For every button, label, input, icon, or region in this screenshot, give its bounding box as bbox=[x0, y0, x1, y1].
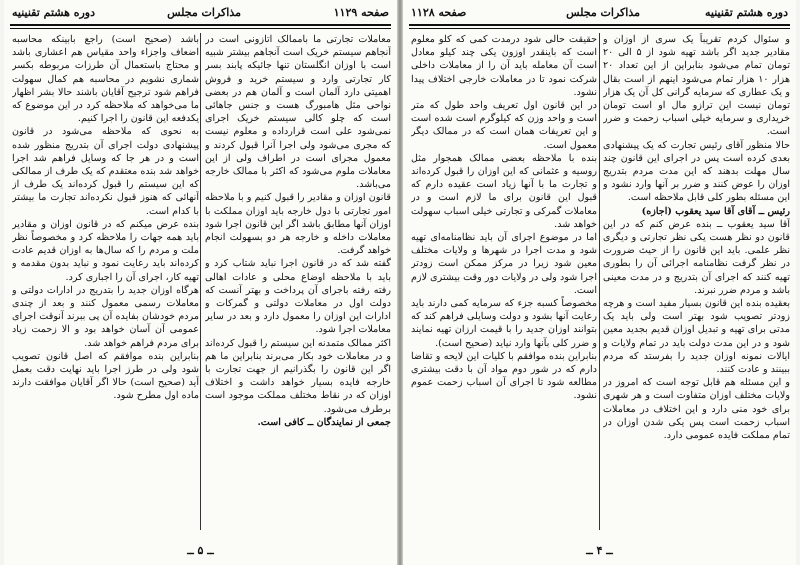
right-page-number-label: صفحه ۱۱۲۸ bbox=[411, 6, 467, 19]
header-rule-thin bbox=[409, 28, 790, 29]
header-rule bbox=[409, 24, 790, 26]
left-page-column-right bbox=[205, 33, 391, 530]
left-page-session: دوره هشتم تقنینیه bbox=[12, 6, 95, 19]
paragraph: قانون اوزان و مقادیر را قبول کنیم و با ملاحظه امور تجارتی با دول خارجه باید اوزان مملکت با اوزان آنها مطابق باشد اگر این قانون اجرا شود معاملات داخله و خارجه هر دو بسهولت انجام خواهد گرفت. bbox=[205, 192, 391, 257]
paragraph: اکثر ممالک متمدنه این سیستم را قبول کرده‌اند و در معاملات خود بکار می‌برند بنابراین ما هم اگر این قانون را بگذرانیم از جهت تجارت با خارجه فایده بسیار خواهد داشت و اختلاف اوزان که در نقاط مختلف مملکت موجود است برطرف می‌شود. bbox=[205, 337, 391, 415]
paragraph: بنده عرض میکنم که در قانون اوزان و مقادیر باید همه جهات را ملاحظه کرد و مخصوصاً نظر ملت و مردم را که سال‌ها به اوزان قدیم عادت کرده‌اند باید رعایت نمود و نباید بدون مقدمه و تهیه کار، اجرای آن را اجباری کرد. bbox=[12, 218, 199, 283]
paragraph: و سئوال کردم تقریباً یک سری از اوزان و مقادیر جدید اگر باشد تهیه شود از ۵ الی ۲۰ تومان تمام می‌شود بنابراین از این تعداد ۲۰ هزار ۱۰ هزار تمام می‌شود اینهم از است بقال و یک عطاری که سرمایه گرانی کل آن یک هزار تومان نیست این ترازو مال او است تومان خریداری و سرمایه خیلی اسباب زحمت و ضرر است. bbox=[603, 34, 790, 138]
left-page bbox=[4, 0, 397, 565]
paragraph: به‌ نحوی که ملاحظه می‌شود در قانون پیشنهادی دولت اجرای آن بتدریج منظور شده است و در هر جا که وسایل فراهم شد اجرا خواهد شد بنده معتقدم که یک طرف از ممالکی که این سیستم را قبول کرده‌اند یک طرف از آنهائی که هنوز قبول نکرده‌اند تجارت ما بیشتر با کدام است. bbox=[12, 126, 199, 217]
paragraph: باشد (صحیح است) راجع بابینکه محاسبه اضعاف واجزاء واحد مقیاس هم اعشاری باشد و محتاج باستعمال آن طرزات مربوطه بکسر شماری نشویم در محاسبه هم کمال سهولت فراهم شود ترجیح آقایان باشند حالا بشر اظهار ما می‌خواهد که ملاحظه کرد در این موضوع که یکدفعه این قانون را اجرا کنیم. bbox=[12, 34, 199, 125]
right-page-session: دوره هشتم تقنینیه bbox=[705, 6, 788, 19]
left-page-column-left bbox=[12, 33, 199, 530]
column-divider bbox=[599, 33, 600, 530]
right-page-header bbox=[409, 6, 790, 22]
left-page-header bbox=[10, 6, 391, 22]
paragraph: معاملات تجارتی ما باممالک اتازونی است در آنجاهم سیستم خریک است آنجاهم بیشتر شبیه است با اوزان انگلستان تنها جائیکه پابند بسر کار تجارتی وارد و سیستم خرید و فروش اهمیتی دارد آلمان است و آلمان هم در بعضی نواحی مثل هامبورگ هست و جنس جاهائی است که چلو کالی سیستم خریک اجرای نمی‌شود علی است قرارداده و معلوم نیست که مجری می‌شود ولی اجرا آنرا قبول کردند و معمول مجرای است در اطراف ولی از این معاملات ملوم می‌شود که اکثر با ممالک خارجه می‌باشد. bbox=[205, 34, 391, 191]
paragraph: رئیس ــ آقای آقا سید یعقوب (اجازه) bbox=[641, 205, 790, 217]
paragraph: بعقیده بنده این قانون بسیار مفید است و هرچه زودتر تصویب شود بهتر است ولی باید یک مدتی برای تهیه و تبدیل اوزان قدیم بجدید معین شود و در این مدت دولت باید در تمام ولایات و ایالات نمونه اوزان جدید را بفرستد که مردم ببینند و عادت کنند. bbox=[603, 298, 790, 376]
left-page-number-label: صفحه ۱۱۲۹ bbox=[333, 6, 389, 19]
paragraph: جمعی از نمایندگان ــ کافی است. bbox=[257, 416, 391, 428]
paragraph: مخصوصاً کسبه جزء که سرمایه کمی دارند باید رعایت آنها بشود و دولت وسایلی فراهم کند که بتوانند اوزان جدید را با قیمت ارزان تهیه نمایند و ضرر کلی بآنها وارد نیاید (صحیح است). bbox=[411, 298, 597, 349]
paragraph: اما در موضوع اجرای آن باید نظامنامه‌ای تهیه شود و مدت اجرا در شهرها و ولایات مختلف معین شود زیرا در مرکز ممکن است زودتر اجرا شود ولی در ولایات دور وقت بیشتری لازم است. bbox=[411, 232, 597, 296]
right-page-running-title: مذاکرات مجلس bbox=[566, 6, 640, 19]
right-page-column-right bbox=[603, 33, 790, 530]
paragraph: بنابراین بنده موافقم با کلیات این لایحه و تقاضا دارم که در شور دوم مواد آن با دقت بیشتری مطالعه شود تا اجرای آن اسباب زحمت عموم نشود. bbox=[411, 350, 597, 402]
paragraph: حالا منظور آقای رئیس تجارت که یک پیشنهادی بعدی کرده است پس در اجرای این قانون چند سال مهلت بدهند که این مدت مردم بتدریج اوزان را عوض کنند و ضرر بر آنها وارد نشود و این مسئله بطور کلی قابل ملاحظه است. bbox=[603, 139, 790, 204]
column-divider bbox=[200, 33, 201, 530]
left-page-folio: ــ ۵ ــ bbox=[187, 544, 214, 557]
paragraph: گفته شد که در قانون اجرا نباید شتاب کرد و باید با ملاحظه اوضاع محلی و عادات اهالی رفته رفته باجرای آن پرداخت و بهتر آنست که دولت اول در معاملات دولتی و گمرکات و ادارات این اوزان را معمول دارد و بعد در سایر معاملات اجرا شود. bbox=[205, 258, 391, 336]
paragraph: بنابراین بنده موافقم که اصل قانون تصویب شود ولی در طرز اجرا باید نهایت دقت بعمل آید (صحیح است) حالا اگر آقایان موافقت دارند ماده اول مطرح شود. bbox=[12, 350, 199, 402]
right-page-folio: ــ ۴ ــ bbox=[586, 544, 613, 557]
header-rule bbox=[10, 24, 391, 26]
paragraph: در این قانون اول تعریف واحد طول که متر است و واحد وزن که کیلوگرم است شده است و این تعریفات همان است که در ممالک دیگر معمول است. bbox=[411, 100, 597, 151]
left-page-running-title: مذاکرات مجلس bbox=[167, 6, 241, 19]
right-page bbox=[403, 0, 796, 565]
paragraph: هرگاه اوزان جدید را بتدریج در ادارات دولتی و معاملات رسمی معمول کنند و بعد از چندی مردم خودشان بفایده آن پی ببرند آنوقت اجرای عمومی آن آسان خواهد بود و الا زحمت زیاد برای مردم فراهم خواهد شد. bbox=[12, 284, 199, 349]
right-page-column-left bbox=[411, 33, 597, 530]
paragraph: و این مسئله هم قابل توجه است که امروز در ولایات مختلف اوزان متفاوت است و هر شهری برای خود منی دارد و این اختلاف در معاملات اسباب زحمت است پس یکی شدن اوزان در تمام مملکت فایده عمومی دارد. bbox=[603, 377, 790, 442]
header-rule-thin bbox=[10, 28, 391, 29]
paragraph: آقا سید یعقوب ــ بنده عرض کنم که در این قانون دو نظر هست یکی نظر تجارتی و دیگری نظر علمی. باید این قانون را از حیث ضرورت در نظر گرفت نظامنامه اجرائی آن را بطوری تهیه کنند که اجرای آن بتدریج و در مدت معینی باشد و مردم ضرر نبرند. bbox=[603, 218, 790, 296]
paragraph: بنده با ملاحظه بعضی ممالک همجوار مثل روسیه و عثمانی که این اوزان را قبول کرده‌اند و تجارت ما با آنها زیاد است عقیده دارم که قبول این قانون برای ما لازم است و در معاملات گمرکی و تجارتی خیلی اسباب سهولت خواهد شد. bbox=[411, 152, 597, 230]
paragraph: حقیقت حالی شود درمدت کمی که کلو معلوم است که باینقدر اوزون یکی چند کیلو معادل است آن معامله باید آن را از معاملات داخلی شرکت نمود تا در معاملات خارجی اختلاف پیدا نشود. bbox=[411, 34, 597, 98]
